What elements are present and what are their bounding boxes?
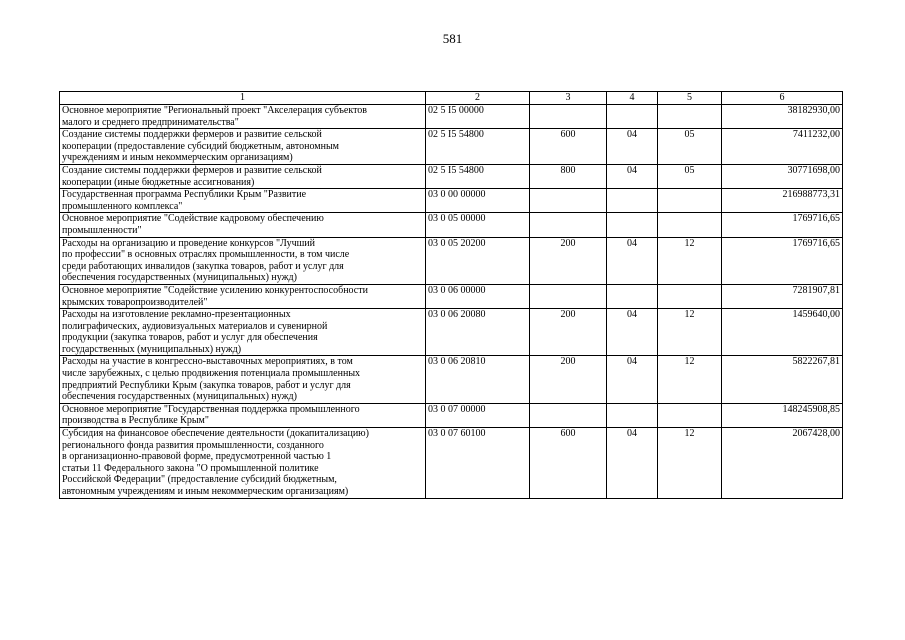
item-name-cell: Основное мероприятие "Содействие усилению конкурентоспособности крымских товаропроизводителей" xyxy=(60,284,426,308)
budget-table xyxy=(59,91,843,499)
page-number: 581 xyxy=(442,31,463,46)
table-row xyxy=(60,237,843,284)
target-article-code-cell: 03 0 06 20810 xyxy=(426,356,530,403)
item-name-cell: Основное мероприятие "Региональный проект "Акселерация субъектов малого и среднего предпринимательства" xyxy=(60,105,426,129)
subsection-cell xyxy=(658,189,722,213)
target-article-code-cell: 03 0 00 00000 xyxy=(426,189,530,213)
table-row xyxy=(60,356,843,403)
target-article-code-cell: 03 0 05 00000 xyxy=(426,213,530,237)
amount-cell: 7411232,00 xyxy=(722,129,843,165)
column-header-1: 1 xyxy=(60,92,426,105)
subsection-cell: 05 xyxy=(658,164,722,188)
section-cell: 04 xyxy=(607,428,658,499)
target-article-code-cell: 02 5 I5 00000 xyxy=(426,105,530,129)
column-header-2: 2 xyxy=(426,92,530,105)
expense-type-cell: 200 xyxy=(530,356,607,403)
amount-cell: 5822267,81 xyxy=(722,356,843,403)
expense-type-cell: 800 xyxy=(530,164,607,188)
subsection-cell xyxy=(658,213,722,237)
expense-type-cell xyxy=(530,105,607,129)
amount-cell: 7281907,81 xyxy=(722,284,843,308)
table-row xyxy=(60,309,843,356)
table-row xyxy=(60,403,843,427)
table-row xyxy=(60,129,843,165)
section-cell: 04 xyxy=(607,237,658,284)
subsection-cell xyxy=(658,105,722,129)
amount-cell: 1459640,00 xyxy=(722,309,843,356)
amount-cell: 216988773,31 xyxy=(722,189,843,213)
section-cell: 04 xyxy=(607,164,658,188)
table-row xyxy=(60,284,843,308)
subsection-cell: 05 xyxy=(658,129,722,165)
expense-type-cell xyxy=(530,403,607,427)
expense-type-cell: 600 xyxy=(530,129,607,165)
expense-type-cell: 200 xyxy=(530,237,607,284)
amount-cell: 30771698,00 xyxy=(722,164,843,188)
target-article-code-cell: 03 0 06 20080 xyxy=(426,309,530,356)
column-header-4: 4 xyxy=(607,92,658,105)
amount-cell: 148245908,85 xyxy=(722,403,843,427)
section-cell: 04 xyxy=(607,129,658,165)
table-row xyxy=(60,213,843,237)
target-article-code-cell: 03 0 07 00000 xyxy=(426,403,530,427)
item-name-cell: Субсидия на финансовое обеспечение деятельности (докапитализацию) регионального фонда развития промышленности, созданного в организационно-правовой форме, предусмотренной частью 1 статьи 11 Федерального закона "О промышленной политике Российской Федерации" (предоставление субсидий бюджетным, автономным учреждениям и иным некоммерческим организациям) xyxy=(60,428,426,499)
section-cell xyxy=(607,189,658,213)
subsection-cell xyxy=(658,284,722,308)
expense-type-cell: 600 xyxy=(530,428,607,499)
target-article-code-cell: 02 5 I5 54800 xyxy=(426,164,530,188)
target-article-code-cell: 03 0 05 20200 xyxy=(426,237,530,284)
table-row xyxy=(60,164,843,188)
amount-cell: 1769716,65 xyxy=(722,237,843,284)
subsection-cell: 12 xyxy=(658,428,722,499)
expense-type-cell xyxy=(530,189,607,213)
amount-cell: 2067428,00 xyxy=(722,428,843,499)
subsection-cell: 12 xyxy=(658,356,722,403)
item-name-cell: Расходы на изготовление рекламно-презентационных полиграфических, аудиовизуальных материалов и сувенирной продукции (закупка товаров, работ и услуг для обеспечения государственных (муниципальных) нужд) xyxy=(60,309,426,356)
section-cell xyxy=(607,213,658,237)
table-header-row xyxy=(60,92,843,105)
item-name-cell: Основное мероприятие "Государственная поддержка промышленного производства в Республике Крым" xyxy=(60,403,426,427)
item-name-cell: Расходы на участие в конгрессно-выставочных мероприятиях, в том числе зарубежных, с целью продвижения потенциала промышленных предприятий Республики Крым (закупка товаров, работ и услуг для обеспечения государственных (муниципальных) нужд) xyxy=(60,356,426,403)
subsection-cell xyxy=(658,403,722,427)
target-article-code-cell: 03 0 06 00000 xyxy=(426,284,530,308)
item-name-cell: Основное мероприятие "Содействие кадровому обеспечению промышленности" xyxy=(60,213,426,237)
expense-type-cell: 200 xyxy=(530,309,607,356)
amount-cell: 1769716,65 xyxy=(722,213,843,237)
table-row xyxy=(60,428,843,499)
column-header-6: 6 xyxy=(722,92,843,105)
section-cell: 04 xyxy=(607,309,658,356)
target-article-code-cell: 02 5 I5 54800 xyxy=(426,129,530,165)
section-cell xyxy=(607,403,658,427)
column-header-5: 5 xyxy=(658,92,722,105)
item-name-cell: Государственная программа Республики Крым "Развитие промышленного комплекса" xyxy=(60,189,426,213)
item-name-cell: Создание системы поддержки фермеров и развитие сельской кооперации (иные бюджетные ассигнования) xyxy=(60,164,426,188)
table-row xyxy=(60,105,843,129)
section-cell xyxy=(607,105,658,129)
target-article-code-cell: 03 0 07 60100 xyxy=(426,428,530,499)
subsection-cell: 12 xyxy=(658,237,722,284)
section-cell xyxy=(607,284,658,308)
expense-type-cell xyxy=(530,213,607,237)
subsection-cell: 12 xyxy=(658,309,722,356)
item-name-cell: Создание системы поддержки фермеров и развитие сельской кооперации (предоставление субсидий бюджетным, автономным учреждениям и иным некоммерческим организациям) xyxy=(60,129,426,165)
table-row xyxy=(60,189,843,213)
section-cell: 04 xyxy=(607,356,658,403)
expense-type-cell xyxy=(530,284,607,308)
item-name-cell: Расходы на организацию и проведение конкурсов "Лучший по профессии" в основных отраслях промышленности, в том числе среди работающих инвалидов (закупка товаров, работ и услуг для обеспечения государственных (муниципальных) нужд) xyxy=(60,237,426,284)
amount-cell: 38182930,00 xyxy=(722,105,843,129)
table-body xyxy=(60,105,843,499)
column-header-3: 3 xyxy=(530,92,607,105)
